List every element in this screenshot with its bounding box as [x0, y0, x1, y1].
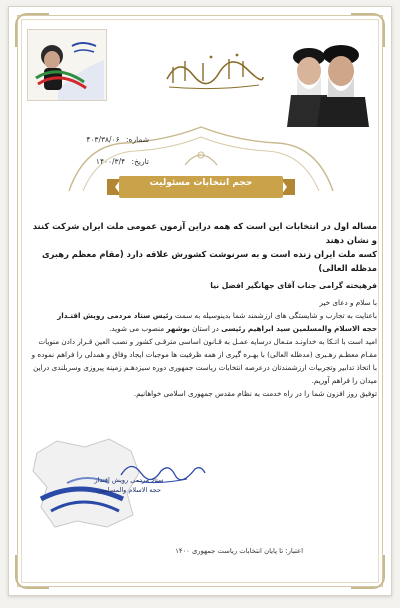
corner-ornament-br	[351, 555, 385, 589]
quote-attribution: (مقام معظم رهبری مدظله العالی)	[41, 249, 377, 273]
photo-card-icon	[27, 29, 107, 101]
appointment-text-a: باعنایت به تجارب و شایستگی های ارزشمند شما بدینوسیله به سمت	[174, 311, 377, 320]
leader-quote	[27, 219, 377, 275]
signatory	[69, 475, 189, 495]
paragraph-appointment	[27, 309, 377, 335]
signatory-line-1: ستاد مردمی رویش اقتدار	[94, 476, 164, 484]
number-value: ۴۰۳/۳۸/۰۶	[86, 135, 120, 144]
ribbon-banner-text: حجم انتخابات مسئولیت	[149, 178, 253, 188]
appointment-text-d: در استان	[192, 324, 219, 333]
letter-number	[29, 135, 149, 144]
appointment-text-f: منصوب می شوید.	[109, 324, 165, 333]
validity-note: اعتبار: تا پایان انتخابات ریاست جمهوری ۱۴۰۰	[175, 547, 303, 555]
calligraphy-emblem-icon	[159, 47, 269, 93]
date-value: ۱۴۰۰/۳/۴	[95, 157, 126, 166]
leaders-portrait-icon	[281, 35, 369, 127]
appointment-role: رئیس ستاد مردمی رویش اقتـدار	[57, 311, 173, 320]
signatory-line-2: حجه الاسلام والمسلمین	[97, 486, 161, 494]
quote-line-2: کسه ملت ایران زنده است و به سرنوشت کشورش علاقه دارد	[126, 249, 377, 259]
date-label: تاریخ:	[131, 157, 149, 166]
letter-body	[27, 279, 377, 400]
paragraph-hope: امید است با اتـکا به خداونـد متـعال درسایه عمـل به قـانون اساسی مترقـی کشور و نصب العین قـرار دادن منویات مقـام معظـم رهـبری (مدظله العالی) با بهـره گیری از همه ظرفیت ها موجبات ایجاد وفاق و همدلی را فراهم نموده و با اتخاذ تدابیر وتجربیات ارزشمندتان درعرصه انتخابات ریاست جمهوری دوره سیزدهـم زمینه پیروزی وسربلندی دراین میدان را فراهم آوریم.	[31, 337, 377, 385]
candidate-name: حجه الاسلام والمسلمین سید ابراهیم رئیسی	[221, 324, 377, 333]
number-label: شماره:	[126, 135, 149, 144]
province-name: بوشهر	[166, 324, 190, 333]
quote-line-1: مساله اول در انتخابات این است که همه دراین آزمون عمومی ملت ایران شرکت کنند و نشان دهند	[32, 221, 377, 245]
salutation: با سلام و دعای خیر	[319, 298, 377, 307]
letter-sheet	[8, 6, 392, 596]
corner-ornament-bl	[15, 555, 49, 589]
paragraph-closing: توفیق روز افزون شما را در راه خدمت به نظام مقدس جمهوری اسلامی خواهانیم.	[133, 389, 377, 398]
greeting: فرهیخته گرامی جناب آقای جهانگیر افضل نیا	[210, 281, 377, 290]
letter-date	[29, 157, 149, 166]
